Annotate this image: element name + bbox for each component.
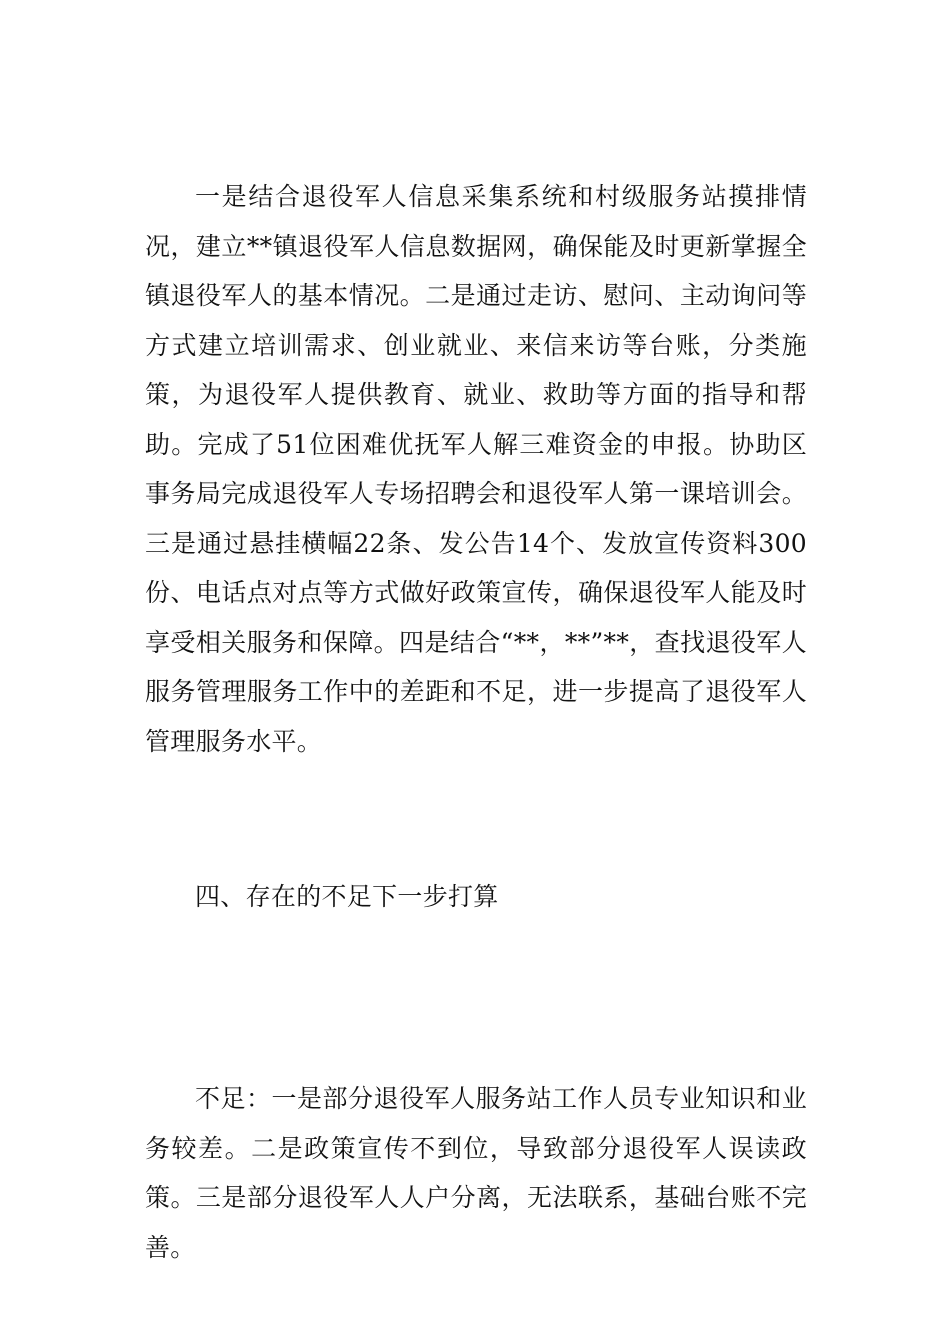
body-paragraph-measures: 一是结合退役军人信息采集系统和村级服务站摸排情况，建立**镇退役军人信息数据网，确保能及时更新掌握全镇退役军人的基本情况。二是通过走访、慰问、主动询问等方式建立培训需求、创业就业、来信来访等台账，分类施策，为退役军人提供教育、就业、救助等方面的指导和帮助。完成了51位困难优抚军人解三难资金的申报。协助区事务局完成退役军人专场招聘会和退役军人第一课培训会。三是通过悬挂横幅22条、发公告14个、发放宣传资料300份、电话点对点等方式做好政策宣传，确保退役军人能及时享受相关服务和保障。四是结合“**，**”**，查找退役军人服务管理服务工作中的差距和不足，进一步提高了退役军人管理服务水平。 [145, 182, 807, 756]
body-paragraph-shortcomings: 不足：一是部分退役军人服务站工作人员专业知识和业务较差。二是政策宣传不到位，导致部分退役军人误读政策。三是部分退役军人人户分离，无法联系，基础台账不完善。 [145, 1084, 807, 1262]
section-heading: 四、存在的不足下一步打算 [195, 882, 499, 911]
